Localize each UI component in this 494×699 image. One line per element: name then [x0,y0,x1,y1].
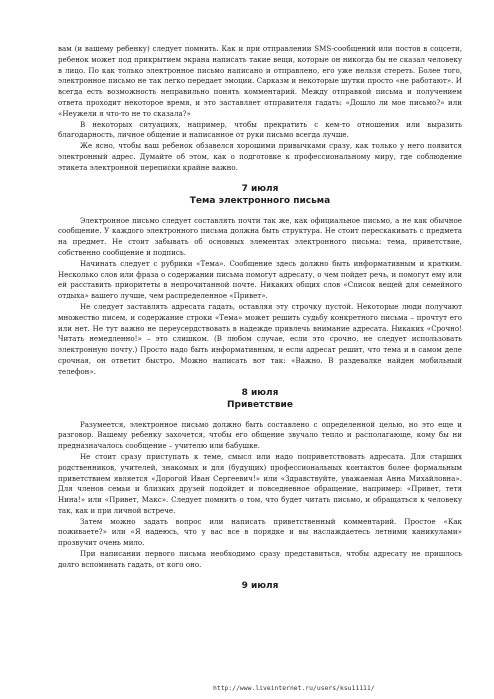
section-date: 7 июля [241,183,279,194]
section-date: 9 июля [241,580,279,591]
section-date: 8 июля [241,387,279,398]
paragraph: В некоторых ситуациях, например, чтобы прекратить с кем-то отношения или выразить благодарность, личное общение и написанное от руки письмо всегда лучше. [58,119,462,140]
paragraph: Затем можно задать вопрос или написать приветственный комментарий. Простое «Как поживаете?» или «Я надеюсь, что у вас все в порядке и вы наслаждаетесь летними каникулами» прозвучит очень мило. [58,516,462,548]
paragraph: Начинать следует с рубрики «Тема». Сообщение здесь должно быть информативным и кратким. Несколько слов или фраза о содержании письма помогут адресату, о чем пойдет речь, и помогут ему или ей расставить приоритеты в непрочитанной почте. Никаких общих слов «Список вещей для семейного отдыха» вашего лучше, чем распределенное «Привет». [58,258,462,301]
section-heading: Приветствие [227,399,293,410]
paragraph: При написании первого письма необходимо сразу представиться, чтобы адресату не пришлось долго вспоминать гадать, от кого оно. [58,549,462,569]
paragraph: Же ясно, чтобы ваш ребенок обзавелся хорошими привычками сразу, как только у него появится электронный адрес. Думайте об этом, как о подготовке к профессиональному миру, где соблюдение этикета электронной переписки крайне важно. [58,141,462,172]
section-heading: Тема электронного письма [189,195,331,206]
section-gap [58,378,462,387]
paragraph: Не стоит сразу приступать к теме, смысл или надо поприветствовать адресата. Для старших родственников, учителей, знакомых и для (будущих) профессиональных контактов более формальным приветствием является «Дорогой Иван Сергеевич!» или «Здравствуйте, уважаемая Анна Михайловна». Для членов семьи и близких друзей подойдет и повседневное обращение, например: «Привет, тетя Нина!» или «Привет, Макс». Следует помнить о том, что будет читать письмо, и обращаться к человеку так, как и при личной встрече. [58,451,462,515]
paragraph: вам (и вашему ребенку) следует помнить. Как и при отправлении SMS-сообщений или постов в соцсети, ребенок может под прикрытием экрана написать такие вещи, которые он никогда бы не сказал человеку в лицо. По как только электронное письмо написано и отправлено, его уже нельзя стереть. Более того, электронное письмо не так легко передает эмоции. Сарказм и некоторые шутки просто «не работают». И всегда есть возможность неправильно понять комментарий. Между отправкой письма и получением ответа проходит некоторое время, и это заставляет отправителя гадать: «Дошло ли мое письмо?» или «Неужели я что-то не то сказала?» [58,44,462,118]
source-url-footer: http://www.liveinternet.ru/users/ksu11111/ [213,684,375,692]
paragraph: Разумеется, электронное письмо должно быть составлено с определенной целью, но это еще и разговор. Вашему ребенку захочется, чтобы его общение звучало тепло и располагающе, кому бы ни предназначалось сообщение – учителю или бабушке. [58,419,462,451]
paragraph: Электронное письмо следует составлять почти так же, как официальное письмо, а не как обычное сообщение. У каждого электронного письма должна быть структура. Не стоит перескакивать с предмета на предмет. Не стоит забывать об основных элементах электронного письма: тема, приветствие, собственно сообщение и подпись. [58,215,462,257]
section-gap [58,174,462,183]
paragraph: Не следует заставлять адресата гадать, оставляя эту строчку пустой. Некоторые люди получают множество писем, и содержание строки «Тема» может решить судьбу конкретного письма – прочтут его или нет. Не тут важно не переусердствовать в надежде привлечь внимание адресата. Никаких «Срочно! Читать немедленно!» – это слишком. (В любом случае, если это срочно, не следует использовать электронную почту.) Просто надо быть информативным, и если адресат решит, что тема и в самом деле срочная, он ответит быстро. Можно написать вот так: «Важно. В раздевалке найден мобильный телефон». [58,301,462,376]
page-content [58,44,462,592]
section-gap [58,571,462,580]
